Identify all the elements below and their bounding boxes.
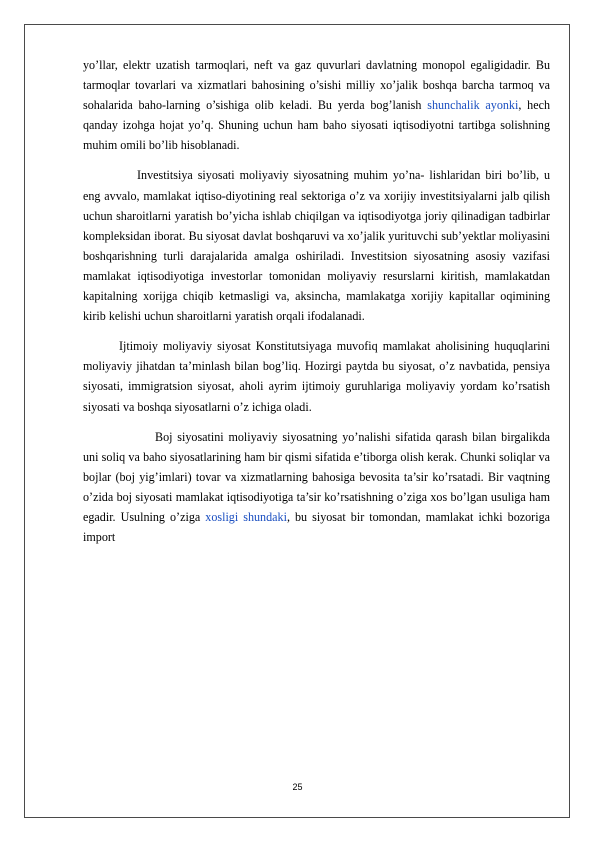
paragraph-social-policy: Ijtimoiy moliyaviy siyosat Konstitutsiyaga muvofiq mamlakat aholisining huquqlarini moliyaviy jihatdan ta’minlash bilan bog’liq. Hozirgi paytda bu siyosat, o’z navbatida, pensiya siyosati, immigratsion siyosat, aholi ayrim ijtimoiy guruhlariga moliyaviy yordam ko’rsatish siyosati va boshqa siyosatlarni o’z ichiga oladi. xyxy=(83,339,550,414)
paragraph-price-policy xyxy=(83,55,550,155)
hyperlink-shunchalik-ayonki[interactable]: shunchalik ayonki xyxy=(427,98,519,113)
paragraph-text: yo’llar, elektr uzatish tarmoqlari, neft va gaz quvurlari davlatning monopol egaligidadir. Bu tarmoqlar tovarlari va xizmatlari bahosining o’sishi milliy xo’jalik boshqa barcha tarmoq va sohalarida baho-larning o’sishiga olib keladi. Bu yerda bog’lanish xyxy=(83,58,550,113)
page-number: 25 xyxy=(292,782,303,792)
paragraph-customs-policy xyxy=(83,427,550,548)
hyperlink-xosligi-shundaki[interactable]: xosligi shundaki xyxy=(205,509,287,524)
paragraph-text: , hech qanday izohga hojat yo’q. Shuning uchun ham baho siyosati iqtisodiyotni tartibga solishning muhim omili bo’lib hisoblanadi. xyxy=(83,98,550,153)
document-body xyxy=(83,55,550,547)
paragraph-text: Boj siyosatini moliyaviy siyosatning yo’nalishi sifatida qarash bilan birgalikda uni soliq va baho siyosatlarining ham bir qismi sifatida e’tiborga olish kerak. Chunki soliqlar va bojlar (boj yig’imlari) tovar va xizmatlarning bahosiga bevosita ta’sir ko’rsatadi. Bir vaqtning o’zida boj siyosati mamlakat iqtisodiyotiga ta’sir ko’rsatishning o’ziga xos bo’lgan usuliga ham egadir. Usulning o’ziga xyxy=(83,429,550,524)
paragraph-text: , bu siyosat bir tomondan, mamlakat ichki bozoriga import xyxy=(83,509,550,545)
paragraph-investment-policy: Investitsiya siyosati moliyaviy siyosatning muhim yo’na- lishlaridan biri bo’lib, u eng avvalo, mamlakat iqtiso-diyotining real sektoriga o’z va xorijiy investitsiyalarni jalb qilish uchun sharoitlarni yaratish bo’yicha ishlab chiqilgan va iqtisodiyotga joriy qilinadigan tadbirlar kompleksidan iborat. Bu siyosat davlat boshqaruvi va xo’jalik yurituvchi sub’yektlar moliyasini boshqarishning turli darajalarida amalga oshiriladi. Investitsion siyosatning asosiy vazifasi mamlakat iqtisodiyotiga investorlar tomonidan moliyaviy resurslarni kiritish, mamlakatdan kapitalning xorijga chiqib ketmasligi va, aksincha, mamlakatga xorijiy kapitallar oqimining kirib kelishi uchun sharoitlarni yaratish orqali ifodalanadi. xyxy=(83,168,550,324)
